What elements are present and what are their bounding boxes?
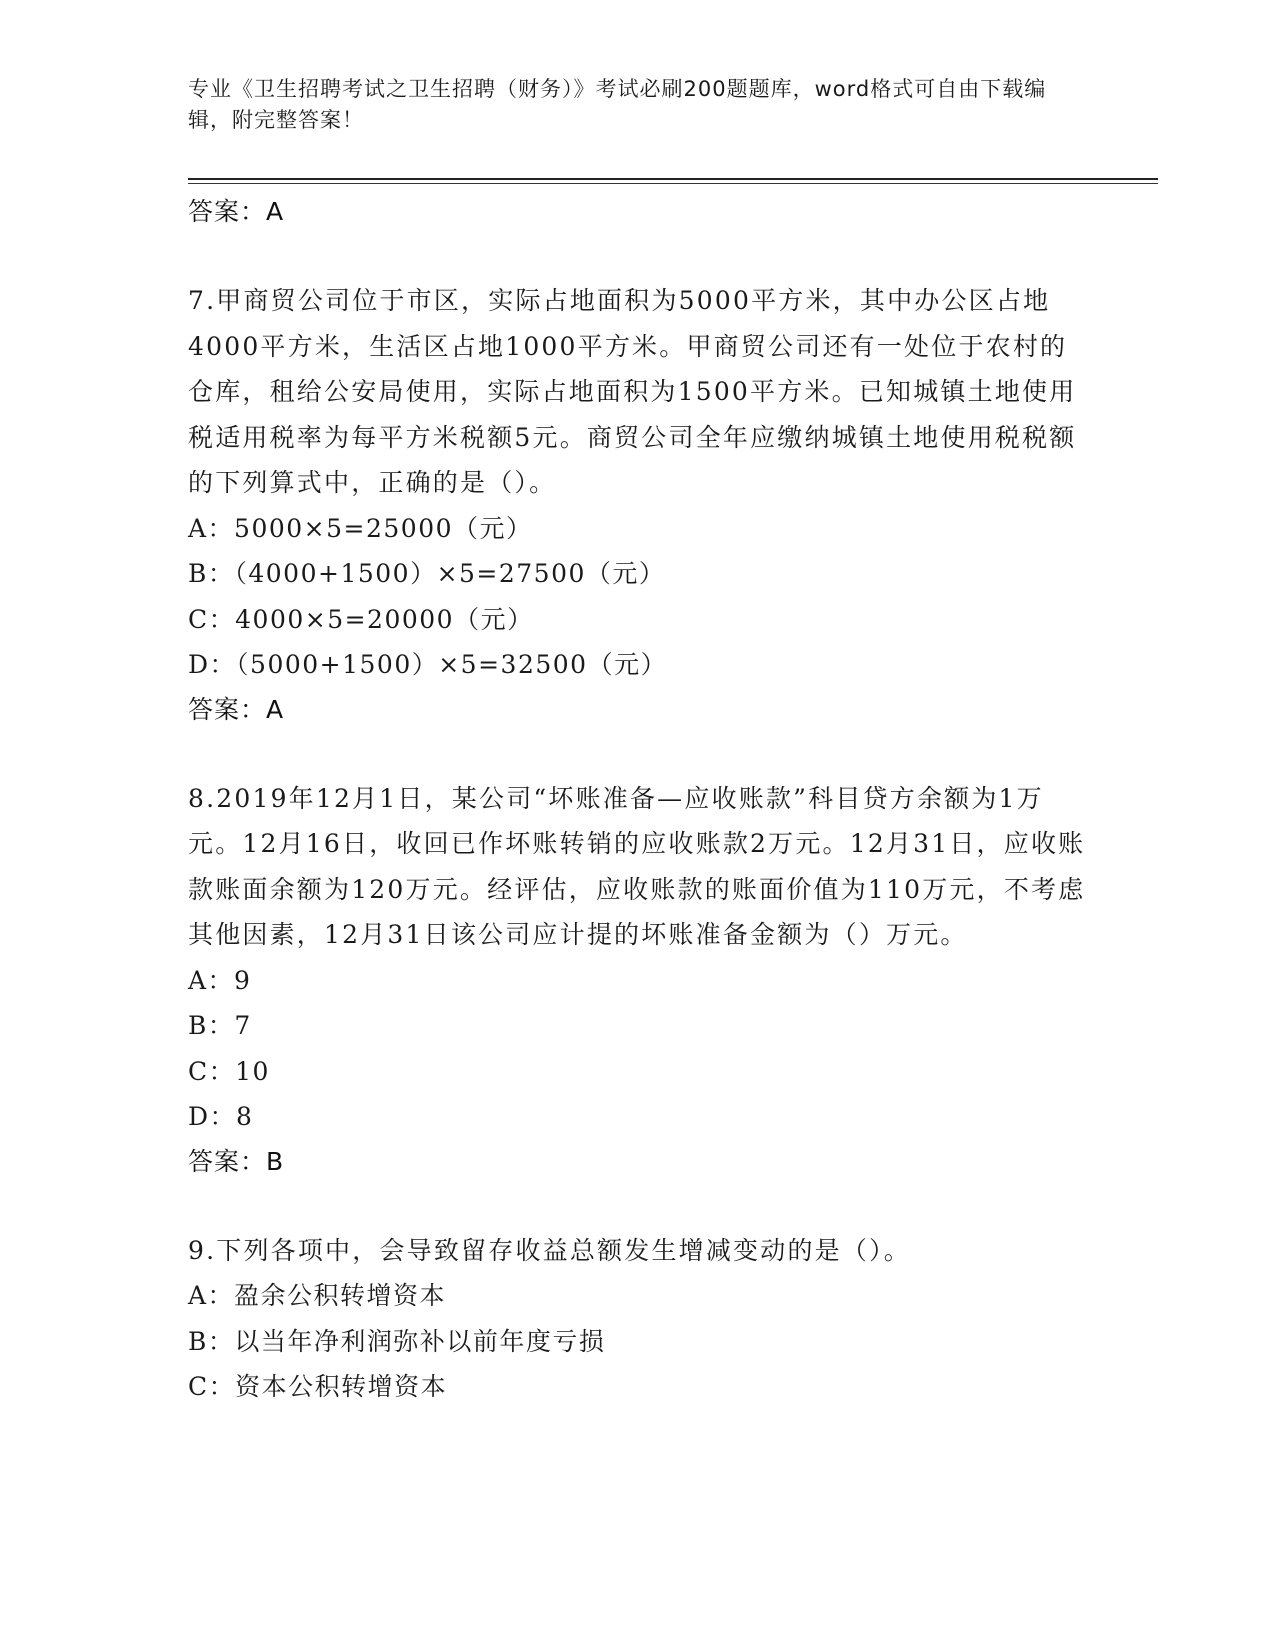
question-7: [188, 278, 1088, 732]
question-8-text: 8.2019年12月1日，某公司“坏账准备—应收账款”科目贷方余额为1万元。12月16日，收回已作坏账转销的应收账款2万元。12月31日，应收账款账面余额为120万元。经评估，应收账款的账面价值为110万元，不考虑其他因素，12月31日该公司应计提的坏账准备金额为（）万元。: [188, 783, 1086, 949]
question-7-option-c: C：4000×5=20000（元）: [188, 604, 534, 634]
question-9-text: 9.下列各项中，会导致留存收益总额发生增减变动的是（）。: [188, 1235, 911, 1265]
question-7-text: 7.甲商贸公司位于市区，实际占地面积为5000平方米，其中办公区占地4000平方米，生活区占地1000平方米。甲商贸公司还有一处位于农村的仓库，租给公安局使用，实际占地面积为1500平方米。已知城镇土地使用税适用税率为每平方米税额5元。商贸公司全年应缴纳城镇土地使用税税额的下列算式中，正确的是（）。: [188, 286, 1077, 497]
question-9-option-b: B：以当年净利润弥补以前年度亏损: [188, 1326, 606, 1356]
question-content: [188, 190, 1088, 1410]
question-8-answer: 答案：B: [188, 1146, 285, 1176]
question-8-option-c: C：10: [188, 1056, 270, 1086]
question-7-option-b: B：（4000+1500）×5=27500（元）: [188, 559, 666, 588]
question-7-option-a: A：5000×5=25000（元）: [188, 513, 533, 543]
question-9-option-a: A：盈余公积转增资本: [188, 1281, 447, 1310]
question-8-option-d: D：8: [188, 1102, 254, 1131]
page-header-text: 专业《卫生招聘考试之卫生招聘（财务）》考试必刷200题题库，word格式可自由下载编辑，附完整答案！: [188, 77, 1047, 132]
question-8: [188, 776, 1088, 1184]
spacer: [188, 234, 1088, 278]
question-8-option-b: B：7: [188, 1011, 252, 1040]
question-9-option-c: C：资本公积转增资本: [188, 1372, 448, 1401]
spacer: [188, 1184, 1088, 1228]
question-9: [188, 1228, 1088, 1410]
spacer: [188, 732, 1088, 776]
question-8-option-a: A：9: [188, 965, 252, 995]
previous-question-answer: 答案：A: [188, 197, 285, 226]
question-7-option-d: D：（5000+1500）×5=32500（元）: [188, 650, 668, 679]
header-rule-thick: [188, 178, 1158, 180]
header-rule-thin: [188, 183, 1158, 184]
question-7-answer: 答案：A: [188, 694, 285, 724]
